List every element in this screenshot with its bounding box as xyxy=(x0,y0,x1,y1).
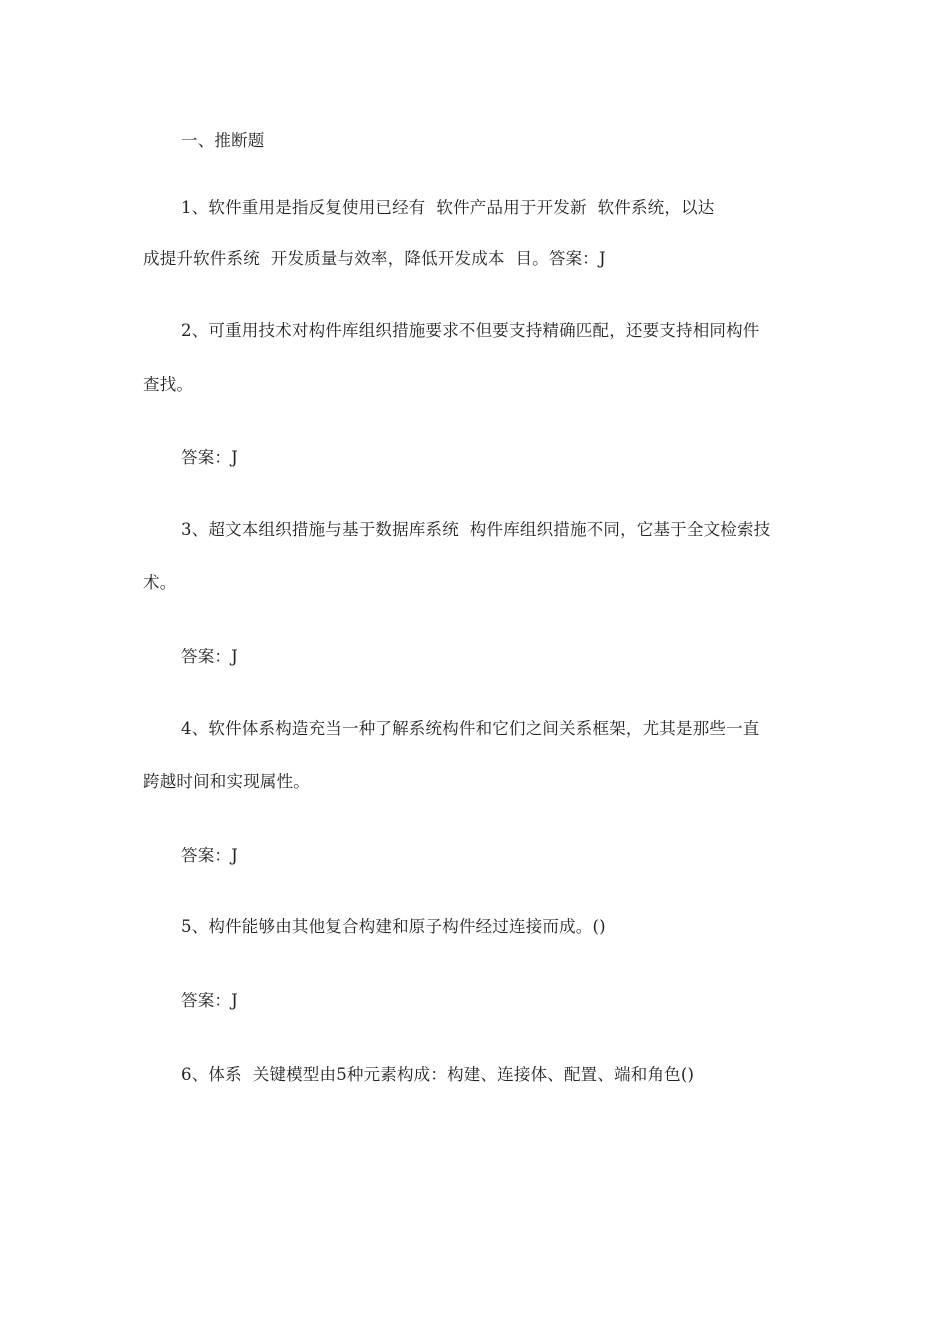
question-4-line-1: 4、软件体系构造充当一种了解系统构件和它们之间关系框架，尤其是那些一直 xyxy=(181,719,760,738)
question-3-answer: 答案：J xyxy=(181,647,238,666)
question-5-line-1: 5、构件能够由其他复合构建和原子构件经过连接而成。() xyxy=(181,917,606,936)
question-6-line-1: 6、体系 关键模型由5种元素构成：构建、连接体、配置、端和角色() xyxy=(181,1065,695,1084)
section-title: 一、推断题 xyxy=(181,131,265,150)
question-2-line-2: 查找。 xyxy=(143,375,194,394)
question-3-line-2: 术。 xyxy=(143,573,177,592)
question-2-line-1: 2、可重用技术对构件库组织措施要求不但要支持精确匹配，还要支持相同构件 xyxy=(181,321,760,340)
question-4-answer: 答案：J xyxy=(181,846,238,865)
question-3-line-1: 3、超文本组织措施与基于数据库系统 构件库组织措施不同，它基于全文检索技 xyxy=(181,520,771,539)
question-1-line-1: 1、软件重用是指反复使用已经有 软件产品用于开发新 软件系统，以达 xyxy=(181,198,715,217)
question-1-line-2: 成提升软件系统 开发质量与效率，降低开发成本 目。答案：J xyxy=(143,249,606,268)
question-4-line-2: 跨越时间和实现属性。 xyxy=(143,772,310,791)
question-2-answer: 答案：J xyxy=(181,448,238,467)
question-5-answer: 答案：J xyxy=(181,991,238,1010)
